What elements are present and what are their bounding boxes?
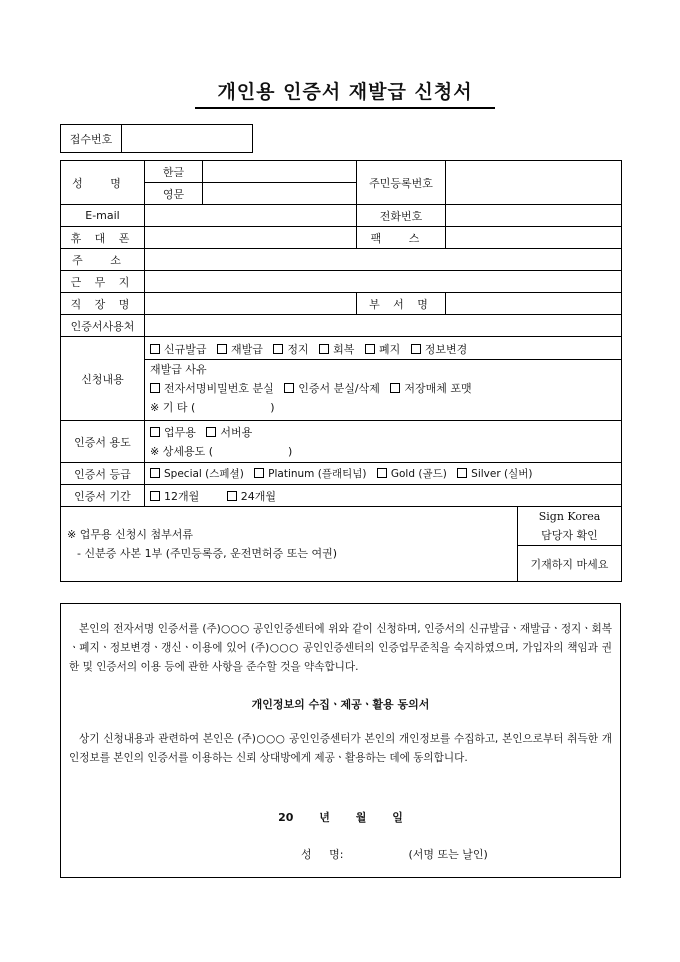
option-suspend[interactable]: 정지 [273, 343, 308, 356]
checkbox-icon[interactable] [254, 468, 264, 478]
phone-label: 전화번호 [357, 205, 446, 227]
workplace-field[interactable] [145, 271, 622, 293]
email-label: E-mail [61, 205, 145, 227]
signkorea-label: Sign Korea [538, 510, 601, 523]
receipt-number-table [60, 124, 253, 153]
workplace-label: 근 무 지 [61, 271, 145, 293]
consent-box [60, 603, 621, 878]
usage-detail-label: ※ 상세용도 ( [150, 444, 214, 458]
company-field[interactable] [145, 293, 357, 315]
checkbox-icon[interactable] [457, 468, 467, 478]
grade-label: 인증서 등급 [61, 463, 145, 485]
checkbox-icon[interactable] [377, 468, 387, 478]
option-info-change[interactable]: 정보변경 [411, 343, 468, 356]
checkbox-icon[interactable] [411, 344, 421, 354]
signature-note: (서명 또는 날인) [408, 848, 488, 861]
date-line[interactable]: 20 년 월 일 [278, 811, 403, 824]
consent-title: 개인정보의 수집ㆍ제공ㆍ활용 동의서 [251, 698, 430, 711]
staff-confirm-label: 담당자 확인 [541, 529, 598, 542]
resident-number-field[interactable] [446, 161, 622, 205]
attachment-note [61, 507, 518, 582]
checkbox-icon[interactable] [284, 383, 294, 393]
request-label: 신청내용 [61, 337, 145, 421]
company-label: 직 장 명 [61, 293, 145, 315]
usage-label: 인증서 용도 [61, 421, 145, 463]
english-name-field[interactable] [203, 183, 357, 205]
phone-field[interactable] [446, 205, 622, 227]
usage-business[interactable]: 업무용 [150, 426, 196, 439]
other-reason-row[interactable]: ※ 기 타 ( ) [150, 401, 275, 414]
grade-gold[interactable]: Gold (골드) [377, 468, 447, 480]
application-form-table [60, 160, 622, 582]
checkbox-icon[interactable] [227, 491, 237, 501]
usage-options-row [150, 423, 616, 442]
receipt-number-label: 접수번호 [61, 125, 122, 153]
grade-silver[interactable]: Silver (실버) [457, 468, 532, 480]
address-label: 주 소 [61, 249, 145, 271]
checkbox-icon[interactable] [150, 383, 160, 393]
reason-cert-lost[interactable]: 인증서 분실/삭제 [284, 382, 380, 395]
cert-user-field[interactable] [145, 315, 622, 337]
form-title: 개인용 인증서 재발급 신청서 [195, 77, 495, 109]
checkbox-icon[interactable] [150, 344, 160, 354]
name-label: 성 명 [61, 161, 145, 205]
korean-name-field[interactable] [203, 161, 357, 183]
option-new-issue[interactable]: 신규발급 [150, 343, 207, 356]
other-reason-label: ※ 기 타 ( [150, 401, 196, 414]
request-options-row [145, 340, 621, 360]
usage-server[interactable]: 서버용 [206, 426, 252, 439]
korean-name-label: 한글 [145, 161, 203, 183]
checkbox-icon[interactable] [365, 344, 375, 354]
receipt-number-field[interactable] [122, 125, 253, 153]
address-field[interactable] [145, 249, 622, 271]
resident-number-label: 주민등록번호 [357, 161, 446, 205]
consent-paragraph-1: 본인의 전자서명 인증서를 (주)○○○ 공인인증센터에 위와 같이 신청하며, 인증서의 신규발급ㆍ재발급ㆍ정지ㆍ회복ㆍ폐지ㆍ정보변경ㆍ갱신ㆍ이용에 있어 (주)○○○ 공인인증센터의 인증업무준칙을 숙지하였으며, 가입자의 책임과 권한 및 인증서의 이용 등에 관한 사항을 준수할 것을 약속합니다. [69, 623, 612, 673]
english-name-label: 영문 [145, 183, 203, 205]
reason-media-format[interactable]: 저장매체 포맷 [390, 382, 471, 395]
grade-special[interactable]: Special (스페셜) [150, 468, 244, 480]
signature-line[interactable] [301, 846, 488, 862]
reissue-reason-label: 재발급 사유 [150, 363, 207, 376]
attachment-item: - 신분증 사본 1부 (주민등록증, 운전면허증 또는 여권) [77, 547, 338, 560]
fax-field[interactable] [446, 227, 622, 249]
checkbox-icon[interactable] [150, 468, 160, 478]
period-12-months[interactable]: 12개월 [150, 490, 199, 503]
consent-paragraph-2: 상기 신청내용과 관련하여 본인은 (주)○○○ 공인인증센터가 본인의 개인정보를 수집하고, 본인으로부터 취득한 개인정보를 본인의 인증서를 이용하는 신뢰 상대방에게 제공ㆍ활용하는 데에 동의합니다. [69, 733, 612, 764]
mobile-label: 휴 대 폰 [61, 227, 145, 249]
option-restore[interactable]: 회복 [319, 343, 354, 356]
department-label: 부 서 명 [357, 293, 446, 315]
reason-password-lost[interactable]: 전자서명비밀번호 분실 [150, 382, 274, 395]
checkbox-icon[interactable] [206, 427, 216, 437]
checkbox-icon[interactable] [150, 491, 160, 501]
cert-user-label: 인증서사용처 [61, 315, 145, 337]
checkbox-icon[interactable] [150, 427, 160, 437]
fax-label: 팩 스 [357, 227, 446, 249]
mobile-field[interactable] [145, 227, 357, 249]
do-not-write-note: 기재하지 마세요 [518, 546, 622, 582]
attachment-title: ※ 업무용 신청시 첨부서류 [67, 528, 193, 541]
department-field[interactable] [446, 293, 622, 315]
grade-platinum[interactable]: Platinum (플래티넘) [254, 468, 366, 480]
checkbox-icon[interactable] [217, 344, 227, 354]
checkbox-icon[interactable] [319, 344, 329, 354]
checkbox-icon[interactable] [273, 344, 283, 354]
email-field[interactable] [145, 205, 357, 227]
option-reissue[interactable]: 재발급 [217, 343, 263, 356]
usage-detail-row[interactable]: ※ 상세용도 ( ) [150, 444, 293, 458]
checkbox-icon[interactable] [390, 383, 400, 393]
option-revoke[interactable]: 폐지 [365, 343, 400, 356]
reissue-reasons-row [150, 379, 616, 398]
period-24-months[interactable]: 24개월 [227, 490, 276, 503]
period-label: 인증서 기간 [61, 485, 145, 507]
signature-label: 성 명: [301, 848, 344, 861]
